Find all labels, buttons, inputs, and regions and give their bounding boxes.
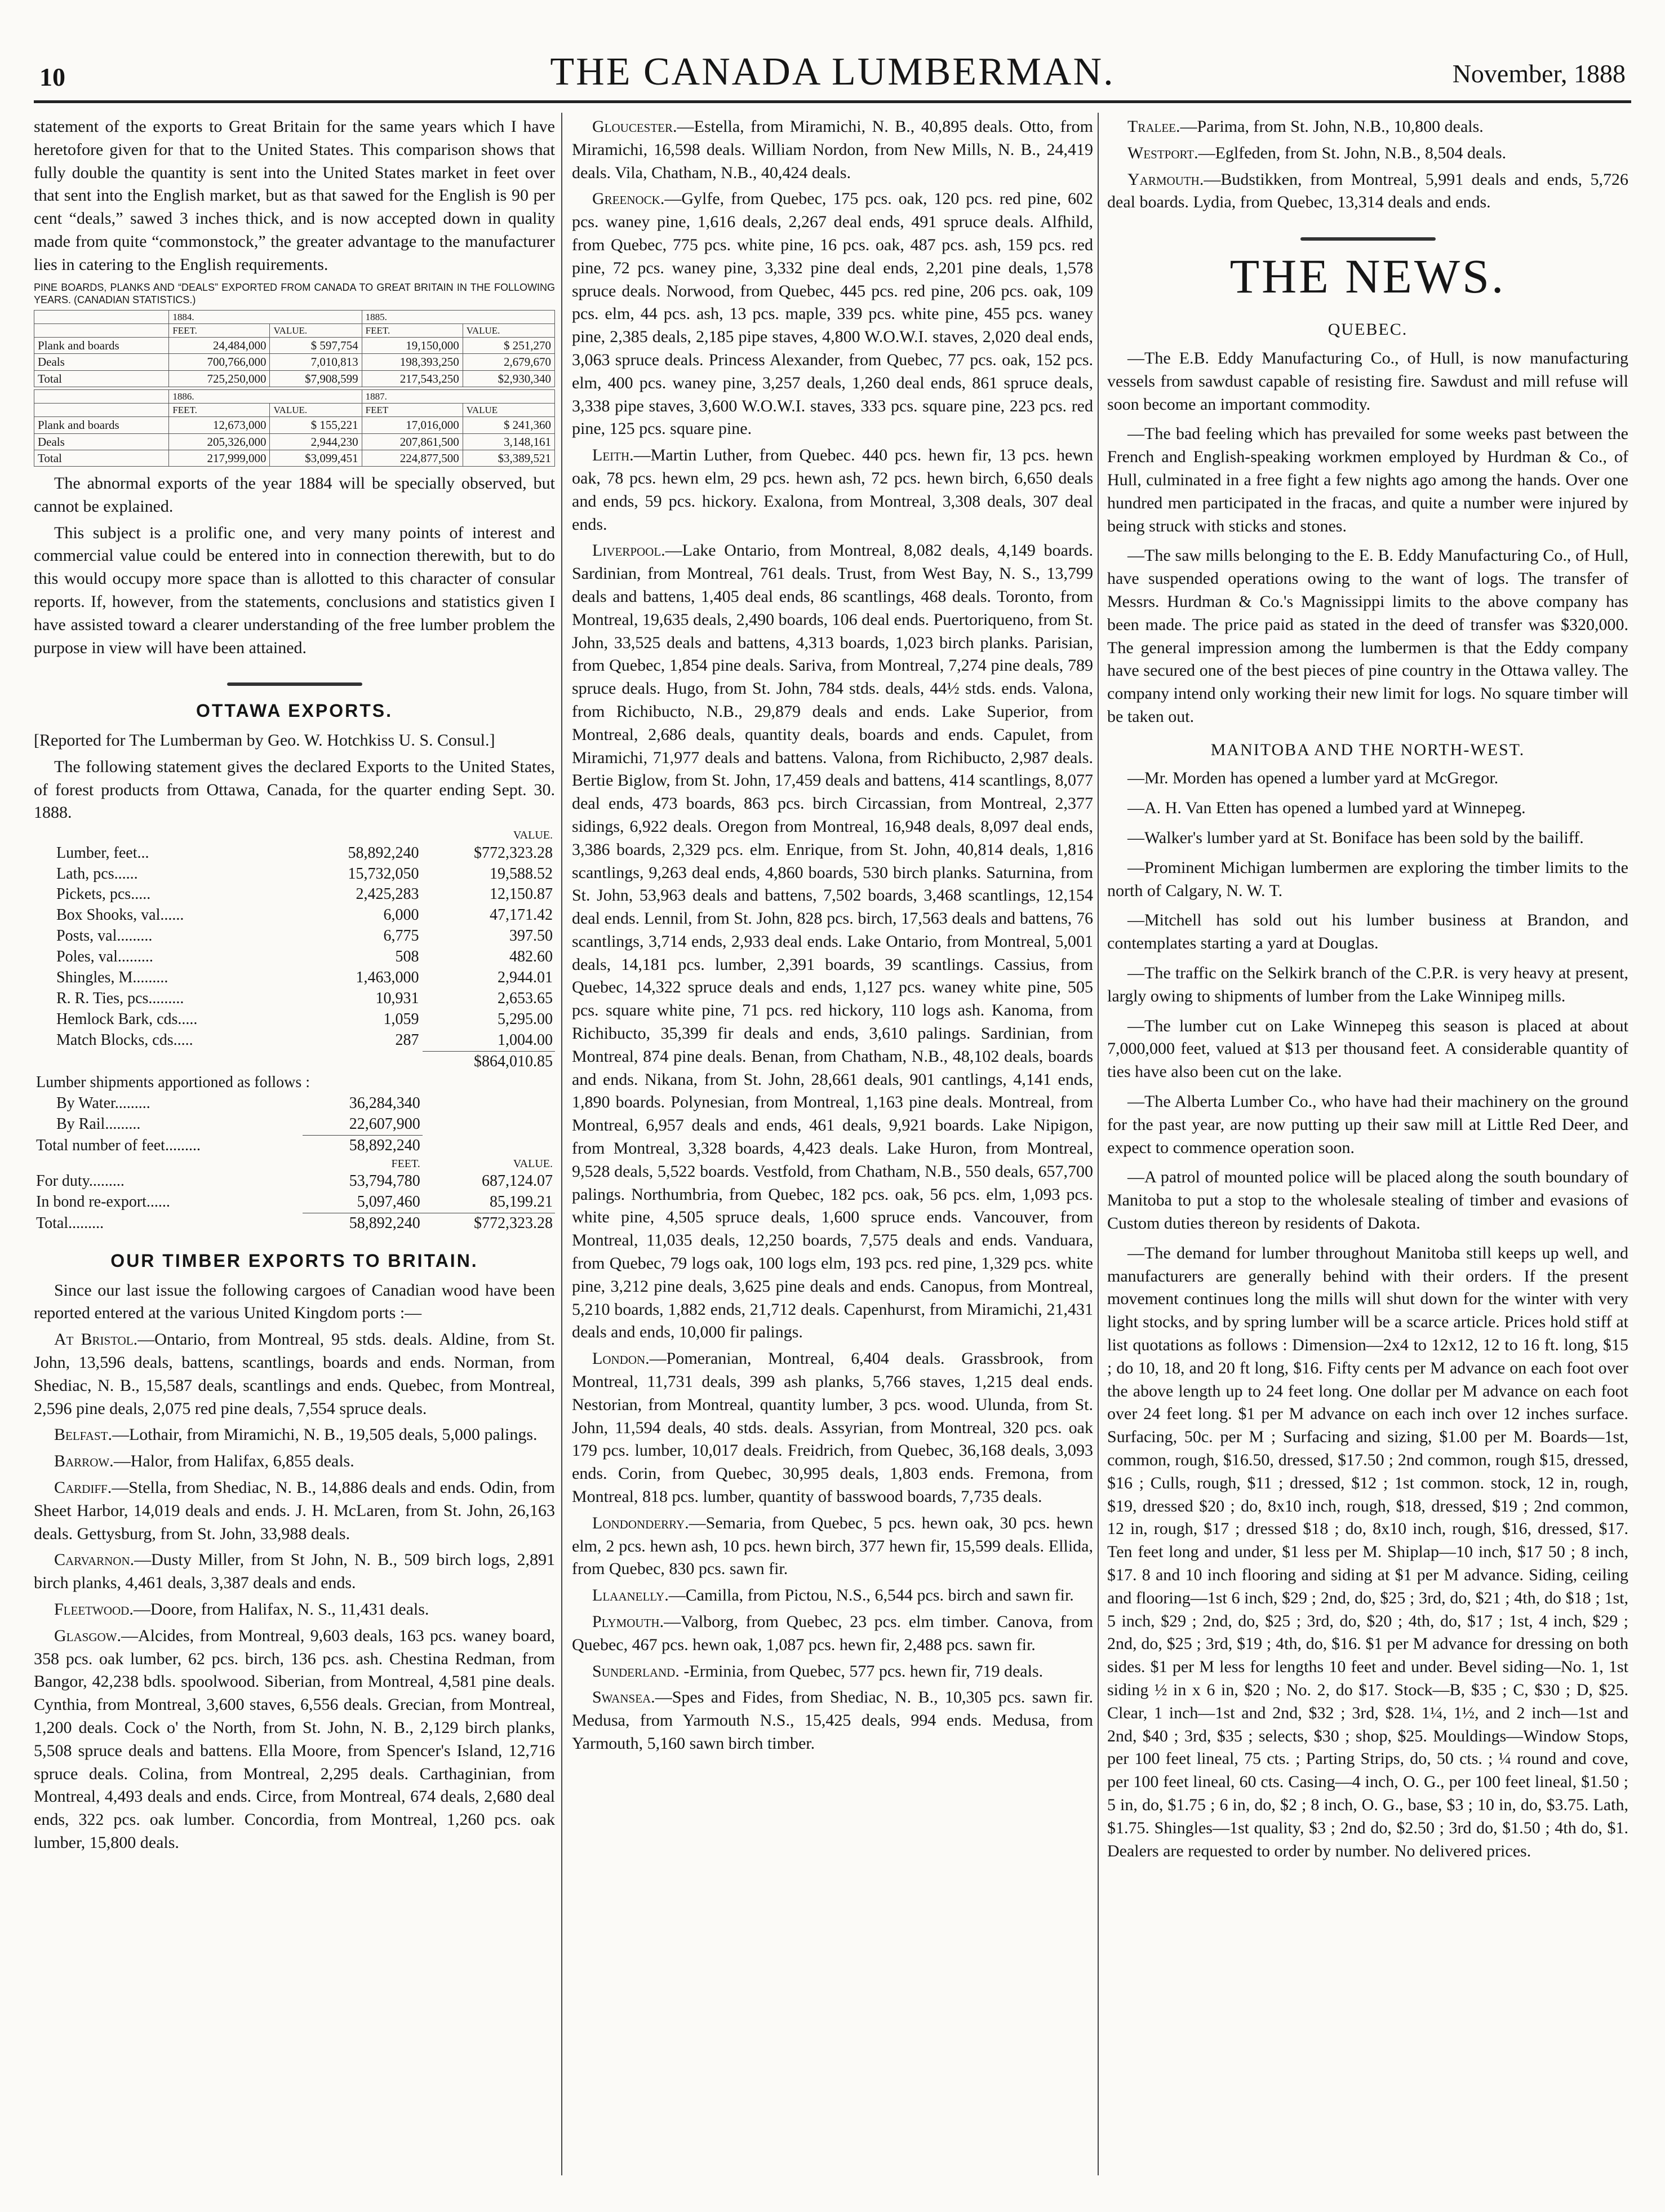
row-label: Posts, val......... bbox=[56, 927, 153, 945]
col-head: VALUE. bbox=[270, 323, 362, 337]
exports-table-1884-1885 bbox=[34, 310, 555, 387]
section-heading: OUR TIMBER EXPORTS TO BRITAIN. bbox=[110, 1251, 478, 1271]
port-cargo-text: —Camilla, from Pictou, N.S., 6,544 pcs. birch and sawn fir. bbox=[668, 1586, 1074, 1605]
year-heading: 1887. bbox=[362, 389, 554, 403]
port-entry bbox=[572, 1660, 1093, 1683]
port-name: Tralee. bbox=[1127, 117, 1180, 136]
table-row bbox=[34, 417, 555, 433]
port-cargo-text: —Valborg, from Quebec, 23 pcs. elm timber. Canova, from Quebec, 467 pcs. hewn oak, 1,087 pcs. hewn fir, 2,488 pcs. sawn fir. bbox=[572, 1612, 1093, 1654]
port-entry bbox=[1107, 142, 1628, 165]
col-head: VALUE. bbox=[513, 829, 553, 842]
port-cargo-text: —Ontario, from Montreal, 95 stds. deals. Aldine, from St. John, 13,596 deals, battens, scantlings, boards and ends. Norman, from Shediac, N. B., 15,587 deals, scantlings and ends. Quebec, from Montreal, 2,596 pine deals, 2,075 red pine deals, 7,554 spruce deals. bbox=[34, 1330, 555, 1418]
row-label: Deals bbox=[34, 433, 169, 450]
port-cargo-text: —Eglfeden, from St. John, N.B., 8,504 deals. bbox=[1198, 143, 1507, 162]
port-name: Plymouth. bbox=[592, 1612, 664, 1631]
port-name: Carvarnon. bbox=[54, 1550, 135, 1570]
port-name: Sunderland. bbox=[592, 1661, 680, 1681]
column-divider bbox=[1098, 113, 1099, 2175]
port-name: Greenock. bbox=[592, 189, 665, 209]
port-cargo-text: —Dusty Miller, from St John, N. B., 509 birch logs, 2,891 birch planks, 4,461 deals, 3,387 deals and ends. bbox=[34, 1550, 555, 1593]
news-item: —The saw mills belonging to the E. B. Eddy Manufacturing Co., of Hull, have suspended operations owing to the want of logs. The transfer of Messrs. Hurdman & Co.'s Magnissippi limits to the above company has been made. The price paid as stated in the deed of transfer was $320,000. The general impression among the lumbermen is that the Eddy company have secured one of the best pieces of pine country in the Ottawa valley. The company intend only working their new limit for logs. No square timber will be taken out. bbox=[1107, 546, 1628, 726]
ottawa-exports-table bbox=[34, 828, 555, 843]
cell: 47,171.42 bbox=[490, 906, 553, 924]
table-caption: PINE BOARDS, PLANKS AND “DEALS” EXPORTED FROM CANADA TO GREAT BRITAIN IN THE FOLLOWING YEARS. (CANADIAN STATISTICS.) bbox=[34, 281, 555, 306]
table-row bbox=[34, 450, 555, 466]
news-item: —Mitchell has sold out his lumber business at Brandon, and contemplates starting a yard at Douglas. bbox=[1107, 911, 1628, 953]
page-number: 10 bbox=[39, 63, 65, 91]
header-rule bbox=[34, 100, 1631, 103]
port-cargo-text: —Lothair, from Miramichi, N. B., 19,505 deals, 5,000 palings. bbox=[112, 1425, 538, 1444]
cell: 1,004.00 bbox=[498, 1031, 553, 1049]
cell: 36,284,340 bbox=[349, 1094, 420, 1112]
cell: $772,323.28 bbox=[474, 844, 553, 862]
cell: 58,892,240 bbox=[303, 1213, 423, 1234]
news-item: —The demand for lumber throughout Manitoba still keeps up well, and manufacturers are generally behind with their orders. If the present movement continues long the mills will shut down for the winter with very light stocks, and by spring lumber will be a scarce article. Prices hold stiff at list quotations as follows : Dimension—2x4 to 12x12, 12 to 16 ft. long, $15 ; do 10, 18, and 20 ft long, $16. Fifty cents per M advance on each foot over the above length up to 24 feet long. One dollar per M advance on each foot over 24 feet long. $1 per M advance on each inch over 12 inches surface. Surfacing, 50c. per M ; Surfacing and sizing, $1.00 per M. Boards—1st, common, rough, $16.50, dressed, $17.50 ; 2nd common, rough $15, dressed, $16 ; Culls, rough, $11 ; dressed, $12 ; 1st common. stock, 12 in, rough, $19, dressed $20 ; do, 8x10 inch, rough, $18, dressed, $19 ; 2nd common, 12 in, rough, $17 ; dressed $18 ; do, 8x10 inch, rough, $16, dressed, $17. Ten feet long and under, $1 less per M. Shiplap—10 inch, $17 50 ; 8 inch, $17. 8 and 10 inch flooring and siding at $1 per M advance. Siding, ceiling and flooring—1st 6 inch, $29 ; 2nd, do, $25 ; 3rd, do, $21 ; 4th, do $18 ; 1st, 5 inch, $29 ; 2nd, do, $25 ; 3rd, do, $20 ; 4th, do, $17 ; 1st, 4 inch, $29 ; 2nd, do, $25 ; 3rd, $19 ; 4th, do, $16. $1 per M advance for dressing on both sides. $1 per M less for lengths 10 feet and under. Bevel siding—No. 1, 1st siding ½ in x 6 in, $20 ; No. 2, do $17. Stock—B, $35 ; C, $30 ; D, $25. Clear, 1 inch—1st and 2nd, $32 ; 3rd, $28. 1¼, 1½, and 2 inch—1st and 2nd, $40 ; 3rd, $35 ; selects, $30 ; shop, $25. Mouldings—Window Stops, per 100 feet lineal, 75 cts. ; Parting Strips, do, 50 cts. ; ¼ round and cove, per 100 feet lineal, 60 cts. Casing—4 inch, O. G., per 100 feet lineal, $1.50 ; 5 in, do, $1.75 ; 6 in, do, $2 ; 8 inch, O. G., base, $3 ; 10 in, do, $3.75. Lath, $1.75. Shingles—1st quality, $3 ; 2nd do, $2.50 ; 3rd do, $1.50 ; 4th do, $1. Dealers are requested to order by number. No delivered prices. bbox=[1107, 1243, 1628, 1860]
cell: 19,150,000 bbox=[362, 338, 463, 354]
exports-table-1886-1887 bbox=[34, 389, 555, 467]
port-cargo-text: —Budstikken, from Montreal, 5,991 deals and ends, 5,726 deal boards. Lydia, from Quebec, 13,314 deals and ends. bbox=[1107, 170, 1628, 212]
port-cargo-text: —Lake Ontario, from Montreal, 8,082 deals, 4,149 boards. Sardinian, from Montreal, 761 deals. Trust, from West Bay, N. S., 13,799 deals and battens, 1,405 deal ends, 86 scantlings, 468 deals. Toronto, from Montreal, 19,635 deals, 2,490 boards, 106 deal ends. Puertoriqueno, from St. John, 33,525 deals and battens, 4,313 boards, 1,023 birch planks. Parisian, from Quebec, 1,854 pine deals. Sariva, from Montreal, 7,274 pine deals, 789 spruce deals. Hugo, from St. John, 784 stds. deals, 44½ stds. ends. Valona, from Richibucto, N.B., 29,879 deals and ends. Lake Superior, from Montreal, 2,686 deals, quantity deals, boards and ends. Capulet, from Miramichi, 71,977 deals and battens. Valona, from Richibucto, 2,987 deals. Bertie Biglow, from St. John, 17,459 deals and battens, 414 scantlings, 8,077 deal ends, 473 boards, 863 pcs. birch Circassian, from Montreal, 2,377 sidings, 6,922 deals. Oregon from Montreal, 16,948 deals, 8,097 deal ends, 3,386 boards, 2,329 pcs. elm. Enrique, from St. John, 40,814 deals, 1,816 scantlings, 9,263 deal ends, 4,860 boards, 530 birch planks. Saturnina, from St. John, 53,963 deals and battens, 7,502 boards, 3,468 scantlings, 12,154 deal ends. Lennil, from St. John, 828 pcs. birch, 17,563 deals and battens, 76 scantlings, 3,714 ends, 2,933 deal ends. Lake Ontario, from Montreal, 5,001 deals, 14,181 pcs. lumber, 2,391 boards, 39 scantlings. Cassius, from Quebec, 14,322 spruce deals and ends, 1,127 pcs. waney white pine, 505 pcs. square white pine, 71 pcs. red hickory, 110 logs ash. Kanoma, from Richibucto, 35,399 fir deals and ends, 3,610 palings. Sardinian, from Montreal, 874 pine deals. Benan, from Chatham, N.B., 48,102 deals, boards and ends. Nikana, from St. John, 28,661 deals, 901 cantlings, 4,141 ends, 1,890 boards. Polynesian, from Montreal, 1,163 pine deals. Montreal, from Montreal, 6,957 deals and ends, 461 deals, 9,921 boards. Lake Nipigon, from Montreal, 3,328 boards, 4,423 deals. Lake Huron, from Montreal, 9,528 deals, 5,522 boards. Vestfold, from Chatham, N.B., 550 deals, 657,700 palings. Northumbria, from Quebec, 182 pcs. oak, 56 pcs. elm, 1,093 pcs. white pine, 4,505 spruce deals, 1,600 spruce ends. Vancouver, from Montreal, 11,035 deals, 12,250 boards, 7,575 deals and ends. Vanduara, from Quebec, 79 logs oak, 100 logs elm, 193 pcs. red pine, 1,329 pcs. white pine, 3,212 pine deals, 3,625 pine deals and ends. Canopus, from Montreal, 5,210 boards, 1,882 ends, 21,712 deals. Capenhurst, from Miramichi, 21,431 deals and ends, 10,000 fir palings. bbox=[572, 541, 1093, 1342]
cell: 12,150.87 bbox=[490, 885, 553, 903]
cell: 287 bbox=[395, 1031, 419, 1049]
column-divider bbox=[561, 113, 562, 2175]
port-entry bbox=[34, 1328, 555, 1420]
news-item: —The bad feeling which has prevailed for some weeks past between the French and English-speaking workmen employed by Hurdman & Co., of Hull, culminated in a free fight a few nights ago among the hands. Over one hundred men participated in the fracas, and quite a number were injured by being struck with sticks and stones. bbox=[1107, 424, 1628, 535]
year-heading: 1884. bbox=[169, 310, 362, 323]
port-cargo-text: —Martin Luther, from Quebec. 440 pcs. hewn fir, 13 pcs. hewn oak, 78 pcs. hewn elm, 29 pcs. hewn ash, 72 pcs. hewn birch, 6,650 deals and ends, 59 pcs. hickory. Exalona, from Montreal, 3,308 deals, 307 deal ends. bbox=[572, 446, 1093, 534]
cell: 24,484,000 bbox=[169, 338, 270, 354]
cell: 6,000 bbox=[383, 906, 419, 924]
cell: 12,673,000 bbox=[169, 417, 270, 433]
issue-date: November, 1888 bbox=[1452, 59, 1626, 88]
cell: $2,930,340 bbox=[463, 370, 554, 387]
cell: 217,543,250 bbox=[362, 370, 463, 387]
cell: $772,323.28 bbox=[423, 1213, 555, 1234]
cell: 5,295.00 bbox=[498, 1010, 553, 1029]
port-name: Belfast. bbox=[54, 1425, 112, 1444]
port-cargo-text: —Parima, from St. John, N.B., 10,800 deals. bbox=[1180, 117, 1484, 136]
row-label: Total bbox=[34, 450, 169, 466]
column-1 bbox=[34, 116, 555, 2167]
row-label: For duty......... bbox=[36, 1172, 125, 1190]
col-head: FEET. bbox=[169, 323, 270, 337]
cell: 22,607,900 bbox=[349, 1115, 420, 1133]
row-label: Match Blocks, cds..... bbox=[56, 1031, 193, 1049]
col-head: VALUE. bbox=[270, 404, 362, 417]
col-head: VALUE bbox=[463, 404, 554, 417]
news-item: —The E.B. Eddy Manufacturing Co., of Hull, is now manufacturing vessels from sawdust capable of resisting fire. Sawdust and mill refuse will soon become an important commodity. bbox=[1107, 348, 1628, 414]
cell: $864,010.85 bbox=[423, 1052, 555, 1072]
row-label: By Rail......... bbox=[56, 1115, 141, 1133]
cell: 198,393,250 bbox=[362, 354, 463, 370]
port-cargo-text: —Gylfe, from Quebec, 175 pcs. oak, 120 pcs. red pine, 602 pcs. waney pine, 1,616 deals, 2,267 deal ends, 491 spruce deals. Alfhild, from Quebec, 775 pcs. white pine, 16 pcs. oak, 487 pcs. ash, 159 pcs. red pine, 72 pcs. waney pine, 3,332 pine deal ends, 2,201 pine deals, 1,578 spruce deals. Norwood, from Quebec, 445 pcs. red pine, 206 pcs. oak, 109 pcs. elm, 44 pcs. ash, 13 pcs. maple, 339 pcs. white pine, 455 pcs. waney pine, 2,385 deals, 2,185 pipe staves, 4,800 W.O.W.I. staves, 2,020 deal ends, 3,063 spruce deals. Princess Alexander, from Quebec, 77 pcs. oak, 152 pcs. elm, 400 pcs. waney pine, 3,257 deals, 1,260 deal ends, 861 spruce deals, 3,338 pipe staves, 3,600 W.O.W.I. staves, 333 pcs. square pine, 223 pcs. red pine, 125 pcs. square pine. bbox=[572, 189, 1093, 438]
port-cargo-text: -Erminia, from Quebec, 577 pcs. hewn fir, 719 deals. bbox=[679, 1661, 1044, 1681]
row-label: Lumber shipments apportioned as follows : bbox=[36, 1074, 310, 1092]
port-name: Cardiff. bbox=[54, 1478, 112, 1497]
news-item: —A patrol of mounted police will be placed along the south boundary of Manitoba to put a stop to the wholesale stealing of timber and evasions of Custom duties thereon by residents of Dakota. bbox=[1107, 1168, 1628, 1233]
port-entry bbox=[1107, 169, 1628, 215]
intro-paragraph: statement of the exports to Great Britain for the same years which I have heretofore given for that to the United States. This comparison shows that fully double the quantity is sent into the United States market in feet over that sent into the English market, but as that sawed for the English is 90 per cent “deals,” sawed 3 inches thick, and is now accepted down in quality made from quite “commonstock,” the greater advantage to the manufacturer lies in catering to the English requirements. bbox=[34, 117, 555, 274]
cell: 700,766,000 bbox=[169, 354, 270, 370]
port-cargo-text: —Stella, from Shediac, N. B., 14,886 deals and ends. Odin, from Sheet Harbor, 14,019 deals and ends. J. H. McLaren, from St. John, 26,163 deals. Gettysburg, from St. John, 33,988 deals. bbox=[34, 1478, 555, 1543]
port-entry bbox=[572, 1584, 1093, 1607]
port-cargo-text: —Doore, from Halifax, N. S., 11,431 deals. bbox=[133, 1599, 429, 1619]
ornament-divider bbox=[1107, 224, 1628, 239]
port-list bbox=[1107, 116, 1628, 214]
cell: $7,908,599 bbox=[270, 370, 362, 387]
cell: 10,931 bbox=[375, 990, 419, 1008]
row-label: Deals bbox=[34, 354, 169, 370]
port-entry bbox=[572, 1347, 1093, 1509]
year-heading: 1885. bbox=[362, 310, 554, 323]
news-item: —A. H. Van Etten has opened a lumbed yard at Winnepeg. bbox=[1127, 799, 1526, 818]
cell: 2,679,670 bbox=[463, 354, 554, 370]
col-head: FEET. bbox=[362, 323, 463, 337]
port-entry bbox=[572, 1611, 1093, 1657]
port-entry bbox=[34, 1549, 555, 1595]
report-credit: [Reported for The Lumberman by Geo. W. Hotchkiss U. S. Consul.] bbox=[34, 730, 495, 750]
cell: 5,097,460 bbox=[357, 1193, 420, 1211]
row-label: Total bbox=[34, 370, 169, 387]
cell: 1,463,000 bbox=[356, 969, 419, 987]
cell: 58,892,240 bbox=[348, 844, 419, 862]
table-row bbox=[34, 988, 555, 1009]
col-head: FEET. bbox=[169, 404, 270, 417]
port-cargo-text: —Pomeranian, Montreal, 6,404 deals. Grassbrook, from Montreal, 11,731 deals, 399 ash planks, 5,766 staves, 1,215 deal ends. Nestorian, from Montreal, quantity lumber, 3 pcs. wood. Ulunda, from St. John, 11,594 deals, 40 stds. deals. Assyrian, from Montreal, 320 pcs. oak 179 pcs. lumber, 10,017 deals. Freidrich, from Quebec, 36,168 deals, 3,093 ends. Corin, from Quebec, 30,995 deals, 1,803 ends. Fremona, from Montreal, 818 pcs. lumber, quantity of basswood boards, 7,735 deals. bbox=[572, 1349, 1093, 1506]
news-item: —Walker's lumber yard at St. Boniface has been sold by the bailiff. bbox=[1127, 828, 1584, 848]
row-label: Total number of feet......... bbox=[36, 1136, 201, 1154]
cell: $ 155,221 bbox=[270, 417, 362, 433]
port-entry bbox=[34, 1450, 555, 1473]
row-label: Pickets, pcs..... bbox=[56, 885, 151, 903]
cell: 3,148,161 bbox=[463, 433, 554, 450]
port-name: Londonderry. bbox=[592, 1513, 689, 1532]
cell: 7,010,813 bbox=[270, 354, 362, 370]
port-entry bbox=[572, 1512, 1093, 1581]
port-name: At Bristol. bbox=[54, 1330, 138, 1349]
port-list bbox=[34, 1328, 555, 1855]
cell: $ 251,270 bbox=[463, 338, 554, 354]
row-label: By Water......... bbox=[56, 1094, 150, 1112]
table-row bbox=[34, 1030, 555, 1051]
port-name: Yarmouth. bbox=[1127, 170, 1204, 189]
col-head: VALUE. bbox=[513, 1157, 553, 1170]
row-label: In bond re-export...... bbox=[36, 1193, 170, 1211]
section-heading: QUEBEC. bbox=[1327, 320, 1408, 339]
port-entry bbox=[572, 539, 1093, 1344]
cell: 482.60 bbox=[509, 948, 553, 966]
cell: 687,124.07 bbox=[482, 1172, 553, 1190]
paragraph: Since our last issue the following cargoes of Canadian wood have been reported entered at the various United Kingdom ports :— bbox=[34, 1280, 555, 1323]
cell: 2,425,283 bbox=[356, 885, 419, 903]
col-head: FEET. bbox=[391, 1157, 420, 1170]
cell: $3,389,521 bbox=[463, 450, 554, 466]
cell: 15,732,050 bbox=[348, 865, 419, 883]
cell: $ 241,360 bbox=[463, 417, 554, 433]
table-row bbox=[34, 433, 555, 450]
table-row bbox=[34, 864, 555, 885]
row-label: R. R. Ties, pcs......... bbox=[56, 990, 184, 1008]
cell: $3,099,451 bbox=[270, 450, 362, 466]
port-name: Barrow. bbox=[54, 1452, 114, 1471]
port-entry bbox=[34, 1477, 555, 1545]
port-entry bbox=[572, 1686, 1093, 1755]
cell: 53,794,780 bbox=[349, 1172, 420, 1190]
page-header bbox=[34, 45, 1631, 107]
row-label: Plank and boards bbox=[34, 417, 169, 433]
publication-title: THE CANADA LUMBERMAN. bbox=[550, 50, 1115, 94]
port-list bbox=[572, 116, 1093, 1756]
paragraph: This subject is a prolific one, and very many points of interest and commercial value could be entered into in connection therewith, but to do this would occupy more space than is allotted to this character of consular reports. If, however, from the statements, conclusions and statistics given I have assisted toward a clearer understanding of the free lumber problem the purpose in view will have been attained. bbox=[34, 523, 555, 657]
row-label: Poles, val......... bbox=[56, 948, 153, 966]
row-label: Hemlock Bark, cds..... bbox=[56, 1010, 198, 1029]
row-label: Total......... bbox=[36, 1214, 104, 1232]
table-row bbox=[34, 843, 555, 864]
port-name: Liverpool. bbox=[592, 541, 665, 560]
cell: 19,588.52 bbox=[490, 865, 553, 883]
col-head: VALUE. bbox=[463, 323, 554, 337]
column-2 bbox=[572, 116, 1093, 2167]
news-item: —The traffic on the Selkirk branch of the C.P.R. is very heavy at present, largly owing to shipments of lumber from the Lake Winnipeg mills. bbox=[1107, 964, 1628, 1005]
port-entry bbox=[572, 444, 1093, 536]
news-item: —The Alberta Lumber Co., who have had their machinery on the ground for the past year, are now putting up their saw mill at Little Red Deer, and expect to commence operation soon. bbox=[1107, 1092, 1628, 1157]
port-name: Leith. bbox=[592, 446, 634, 465]
paragraph: The abnormal exports of the year 1884 will be specially observed, but cannot be explained. bbox=[34, 474, 555, 516]
paragraph: The following statement gives the declared Exports to the United States, of forest products from Ottawa, Canada, for the quarter ending Sept. 30. 1888. bbox=[34, 757, 555, 822]
news-list bbox=[1107, 347, 1628, 729]
news-item: —Prominent Michigan lumbermen are exploring the timber limits to the north of Calgary, N. W. T. bbox=[1107, 858, 1628, 900]
cell: 6,775 bbox=[383, 927, 419, 945]
table-row bbox=[34, 905, 555, 926]
cell: 1,059 bbox=[383, 1010, 419, 1029]
news-list bbox=[1107, 767, 1628, 1863]
port-name: Fleetwood. bbox=[54, 1599, 134, 1619]
port-entry bbox=[34, 1625, 555, 1855]
port-name: Westport. bbox=[1127, 143, 1198, 162]
table-row bbox=[34, 884, 555, 905]
cell: 85,199.21 bbox=[490, 1193, 553, 1211]
port-entry bbox=[572, 188, 1093, 441]
news-title: THE NEWS. bbox=[1229, 249, 1506, 304]
row-label: Box Shooks, val...... bbox=[56, 906, 184, 924]
cell: 207,861,500 bbox=[362, 433, 463, 450]
row-label: Lumber, feet... bbox=[56, 844, 149, 862]
ottawa-rows bbox=[34, 843, 555, 1052]
cell: 2,944.01 bbox=[498, 969, 553, 987]
cell: 17,016,000 bbox=[362, 417, 463, 433]
port-cargo-text: —Estella, from Miramichi, N. B., 40,895 deals. Otto, from Miramichi, 16,598 deals. William Nordon, from New Mills, N. B., 24,419 deals. Vila, Chatham, N.B., 40,424 deals. bbox=[572, 117, 1093, 182]
port-name: Gloucester. bbox=[592, 117, 677, 136]
table-row bbox=[34, 968, 555, 988]
col-head: FEET bbox=[362, 404, 463, 417]
cell: 508 bbox=[395, 948, 419, 966]
port-cargo-text: —Alcides, from Montreal, 9,603 deals, 163 pcs. waney board, 358 pcs. oak lumber, 62 pcs. birch, 136 pcs. ash. Chestina Redman, from Bangor, 42,238 bdls. spoolwood. Siberian, from Montreal, 4,581 pine deals. Cynthia, from Montreal, 3,600 staves, 6,556 deals. Grecian, from Montreal, 1,200 deals. Cock o' the North, from St. John, N. B., 2,129 birch planks, 5,508 spruce deals and battens. Ella Moore, from Spencer's Island, 12,716 spruce deals. Colina, from Montreal, 2,295 deals. Carthaginian, from Montreal, 4,493 deals and ends. Circe, from Montreal, 674 deals, 2,680 deal ends, 322 pcs. oak lumber. Concordia, from Montreal, 1,260 pcs. oak lumber, 15,800 deals. bbox=[34, 1626, 555, 1852]
cell: 2,653.65 bbox=[498, 990, 553, 1008]
cell: 205,326,000 bbox=[169, 433, 270, 450]
cell: $ 597,754 bbox=[270, 338, 362, 354]
port-entry bbox=[34, 1598, 555, 1621]
port-entry bbox=[1107, 116, 1628, 139]
ornament-divider bbox=[34, 670, 555, 684]
port-cargo-text: —Spes and Fides, from Shediac, N. B., 10,305 pcs. sawn fir. Medusa, from Yarmouth N.S., 15,425 deals, 994 ends. Medusa, from Yarmouth, 5,160 sawn birch timber. bbox=[572, 1688, 1093, 1753]
cell: 725,250,000 bbox=[169, 370, 270, 387]
news-item: —Mr. Morden has opened a lumber yard at McGregor. bbox=[1127, 769, 1499, 788]
row-label: Plank and boards bbox=[34, 338, 169, 354]
port-name: Llaanelly. bbox=[592, 1586, 669, 1605]
port-name: Glasgow. bbox=[54, 1626, 121, 1645]
section-heading: MANITOBA AND THE NORTH-WEST. bbox=[1210, 740, 1525, 759]
section-heading: OTTAWA EXPORTS. bbox=[196, 701, 393, 721]
table-row bbox=[34, 947, 555, 968]
ottawa-summary bbox=[34, 1051, 555, 1234]
port-name: London. bbox=[592, 1349, 650, 1368]
year-heading: 1886. bbox=[169, 389, 362, 403]
table-row bbox=[34, 926, 555, 947]
port-entry bbox=[34, 1424, 555, 1447]
news-item: —The lumber cut on Lake Winnepeg this season is placed at about 7,000,000 feet, valued at $13 per thousand feet. A considerable quantity of ties have also been cut on the lake. bbox=[1107, 1016, 1628, 1081]
table-row bbox=[34, 370, 555, 387]
column-3 bbox=[1107, 116, 1628, 2167]
port-cargo-text: —Halor, from Halifax, 6,855 deals. bbox=[113, 1452, 354, 1471]
port-name: Swansea. bbox=[592, 1688, 655, 1707]
table-row bbox=[34, 354, 555, 370]
port-entry bbox=[572, 116, 1093, 184]
table-row bbox=[34, 1009, 555, 1030]
cell: 224,877,500 bbox=[362, 450, 463, 466]
table-row bbox=[34, 338, 555, 354]
cell: 217,999,000 bbox=[169, 450, 270, 466]
row-label: Shingles, M......... bbox=[56, 969, 168, 987]
cell: 58,892,240 bbox=[303, 1135, 423, 1156]
row-label: Lath, pcs...... bbox=[56, 865, 138, 883]
port-cargo-text: —Semaria, from Quebec, 5 pcs. hewn oak, 30 pcs. hewn elm, 2 pcs. hewn ash, 10 pcs. hewn birch, 377 hewn fir, 15,599 deals. Ellida, from Quebec, 830 pcs. sawn fir. bbox=[572, 1513, 1093, 1579]
cell: 2,944,230 bbox=[270, 433, 362, 450]
cell: 397.50 bbox=[509, 927, 553, 945]
